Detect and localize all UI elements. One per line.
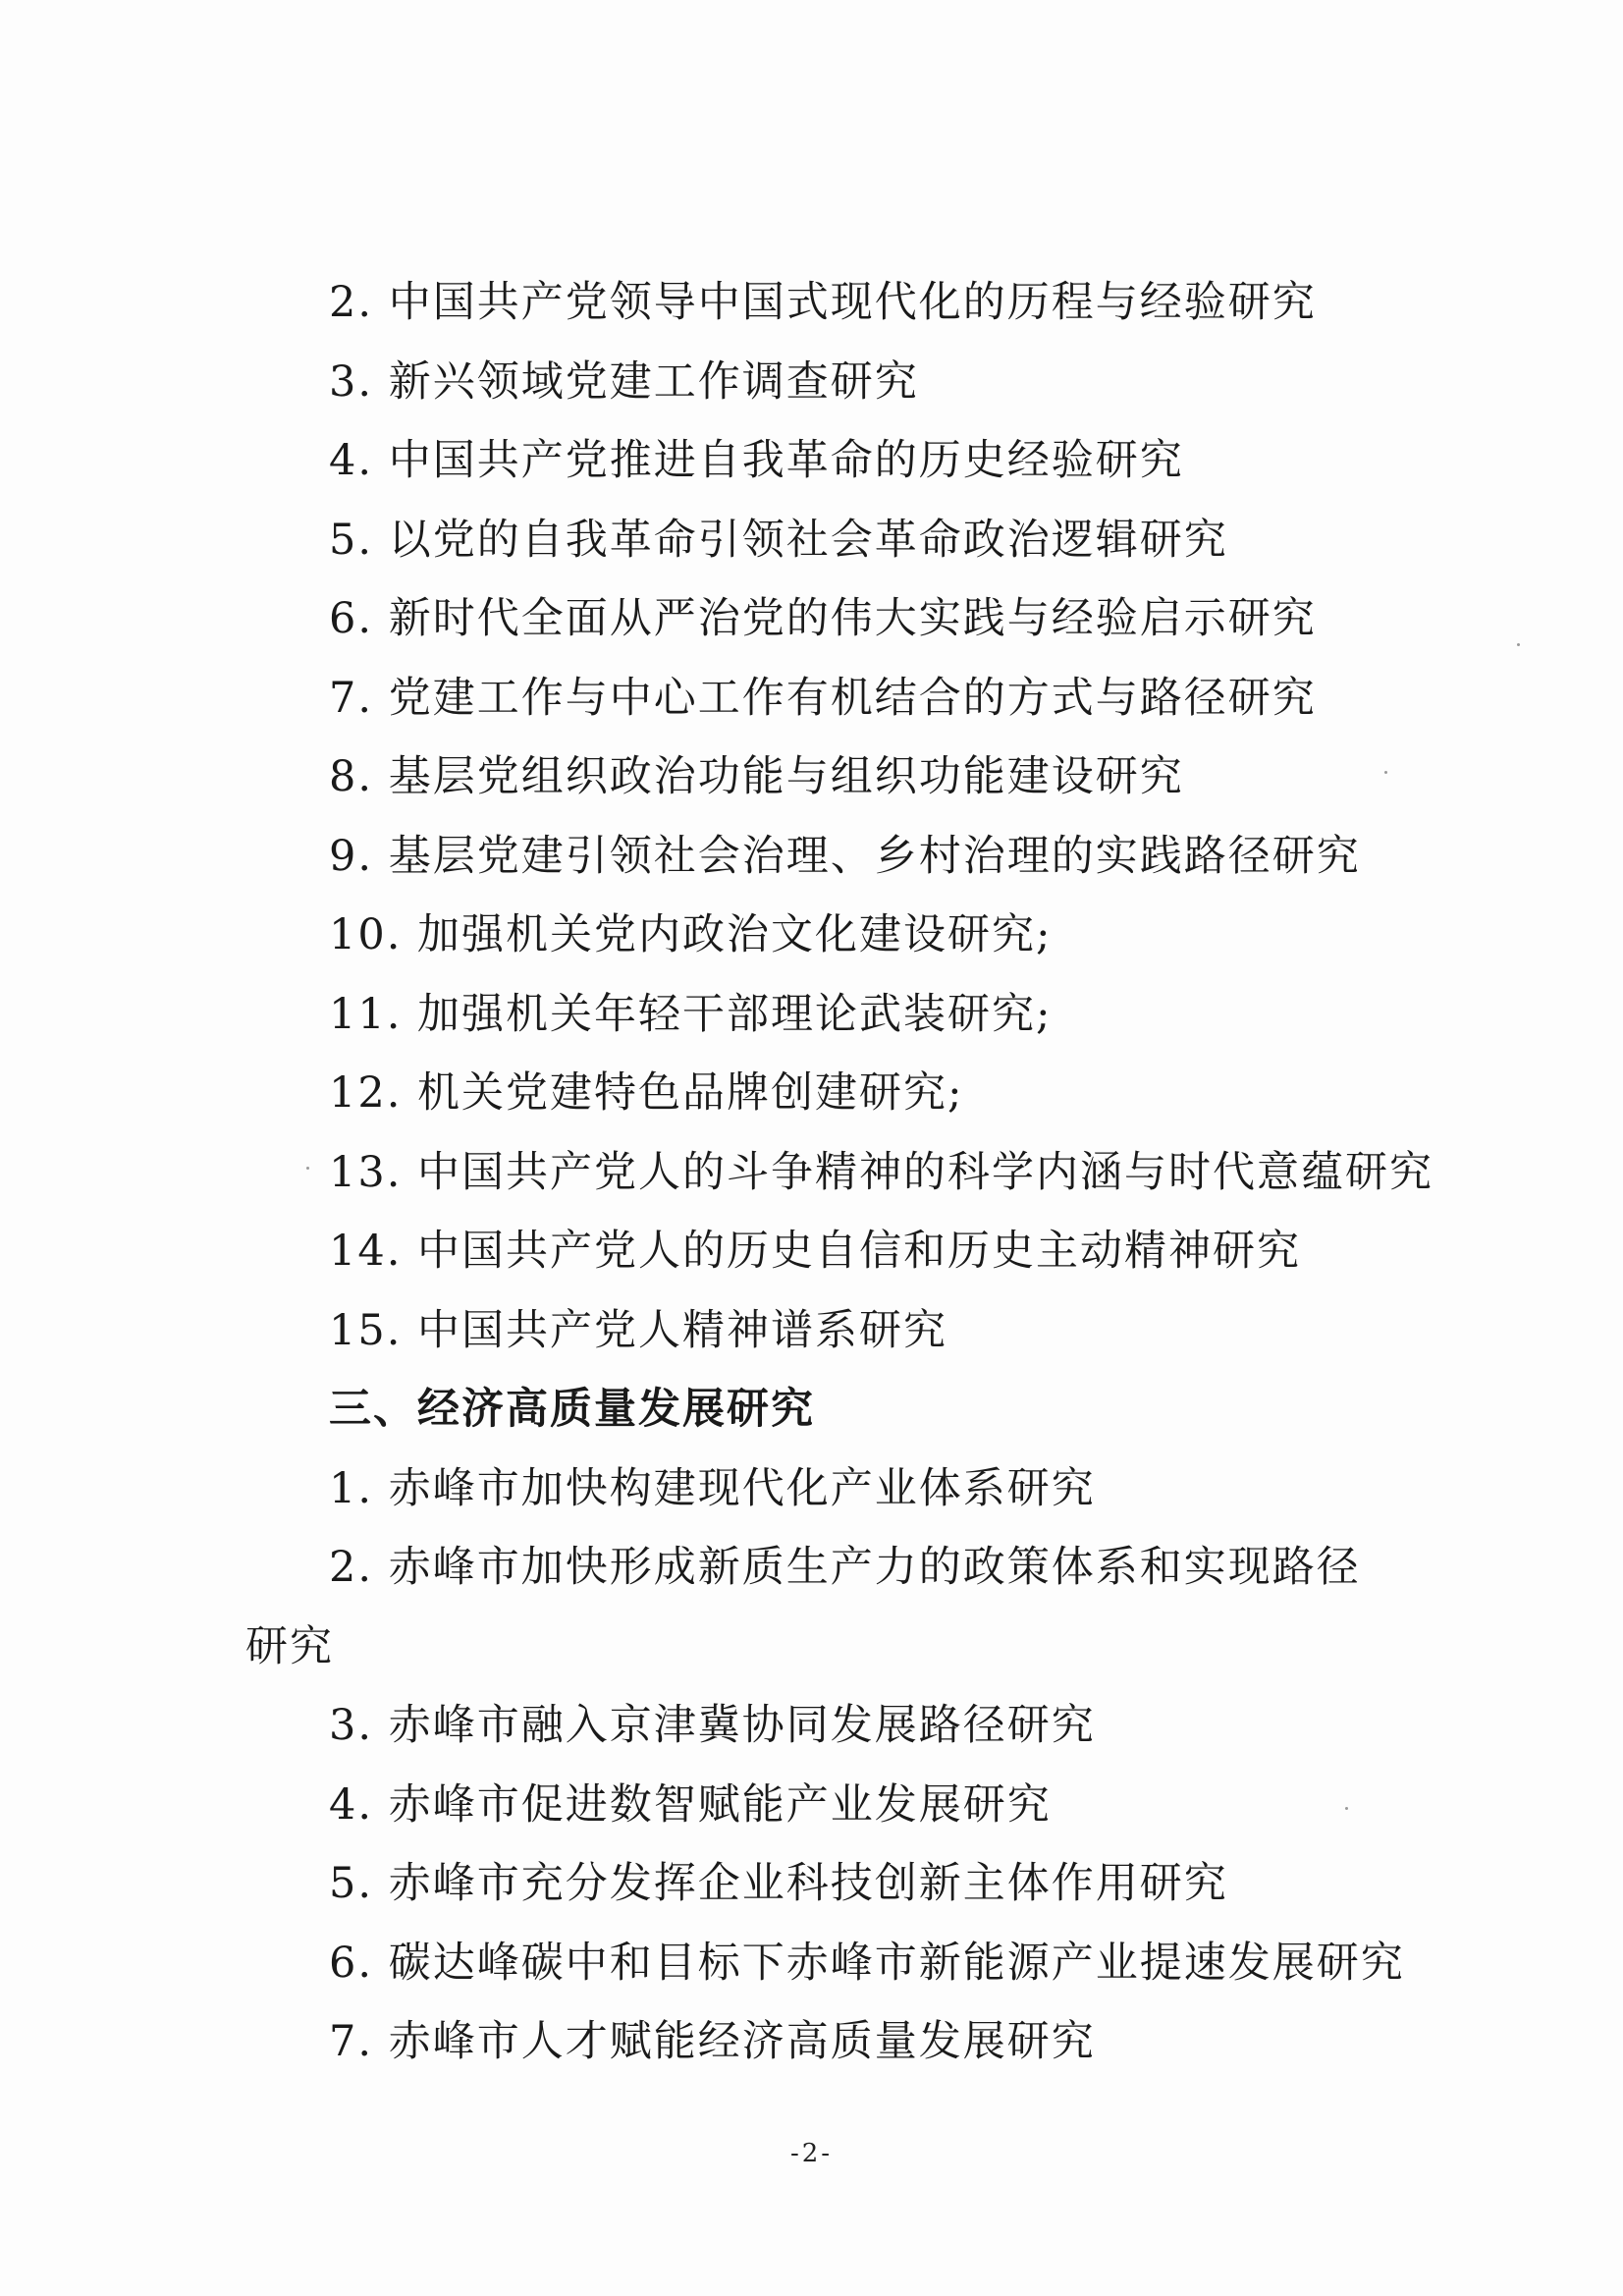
list-item: 3. 新兴领域党建工作调查研究 — [329, 356, 919, 407]
list-item: 4. 中国共产党推进自我革命的历史经验研究 — [329, 436, 1184, 485]
list-item: 9. 基层党建引领社会治理、乡村治理的实践路径研究 — [329, 831, 1361, 881]
list-item: 15. 中国共产党人精神谱系研究 — [329, 1305, 948, 1355]
scan-speck — [1517, 643, 1520, 646]
list-item: 14. 中国共产党人的历史自信和历史主动精神研究 — [329, 1227, 1302, 1276]
section-heading: 三、经济高质量发展研究 — [329, 1385, 815, 1434]
list-item: 12. 机关党建特色品牌创建研究; — [329, 1068, 964, 1118]
list-item: 4. 赤峰市促进数智赋能产业发展研究 — [329, 1779, 1052, 1830]
scan-speck — [1345, 1807, 1348, 1810]
document-body — [245, 263, 1434, 2082]
list-item: 1. 赤峰市加快构建现代化产业体系研究 — [329, 1463, 1096, 1513]
list-item: 5. 以党的自我革命引领社会革命政治逻辑研究 — [329, 515, 1228, 565]
list-item: 13. 中国共产党人的斗争精神的科学内涵与时代意蕴研究 — [329, 1147, 1434, 1197]
scan-speck — [1384, 771, 1387, 774]
list-item: 10. 加强机关党内政治文化建设研究; — [329, 910, 1053, 959]
list-item: 7. 赤峰市人才赋能经济高质量发展研究 — [329, 2017, 1096, 2066]
list-item: 6. 碳达峰碳中和目标下赤峰市新能源产业提速发展研究 — [329, 1938, 1405, 1988]
list-item: 2. 赤峰市加快形成新质生产力的政策体系和实现路径 — [329, 1543, 1361, 1592]
scan-speck — [306, 1167, 309, 1170]
list-item: 7. 党建工作与中心工作有机结合的方式与路径研究 — [329, 673, 1317, 723]
list-item-continuation: 研究 — [245, 1621, 334, 1671]
list-item: 11. 加强机关年轻干部理论武装研究; — [329, 989, 1053, 1039]
list-item: 8. 基层党组织政治功能与组织功能建设研究 — [329, 752, 1184, 801]
list-item: 3. 赤峰市融入京津冀协同发展路径研究 — [329, 1701, 1096, 1750]
list-item: 6. 新时代全面从严治党的伟大实践与经验启示研究 — [329, 594, 1317, 643]
list-item: 2. 中国共产党领导中国式现代化的历程与经验研究 — [329, 278, 1317, 327]
page-number: -2- — [789, 2139, 834, 2168]
list-item: 5. 赤峰市充分发挥企业科技创新主体作用研究 — [329, 1859, 1228, 1908]
